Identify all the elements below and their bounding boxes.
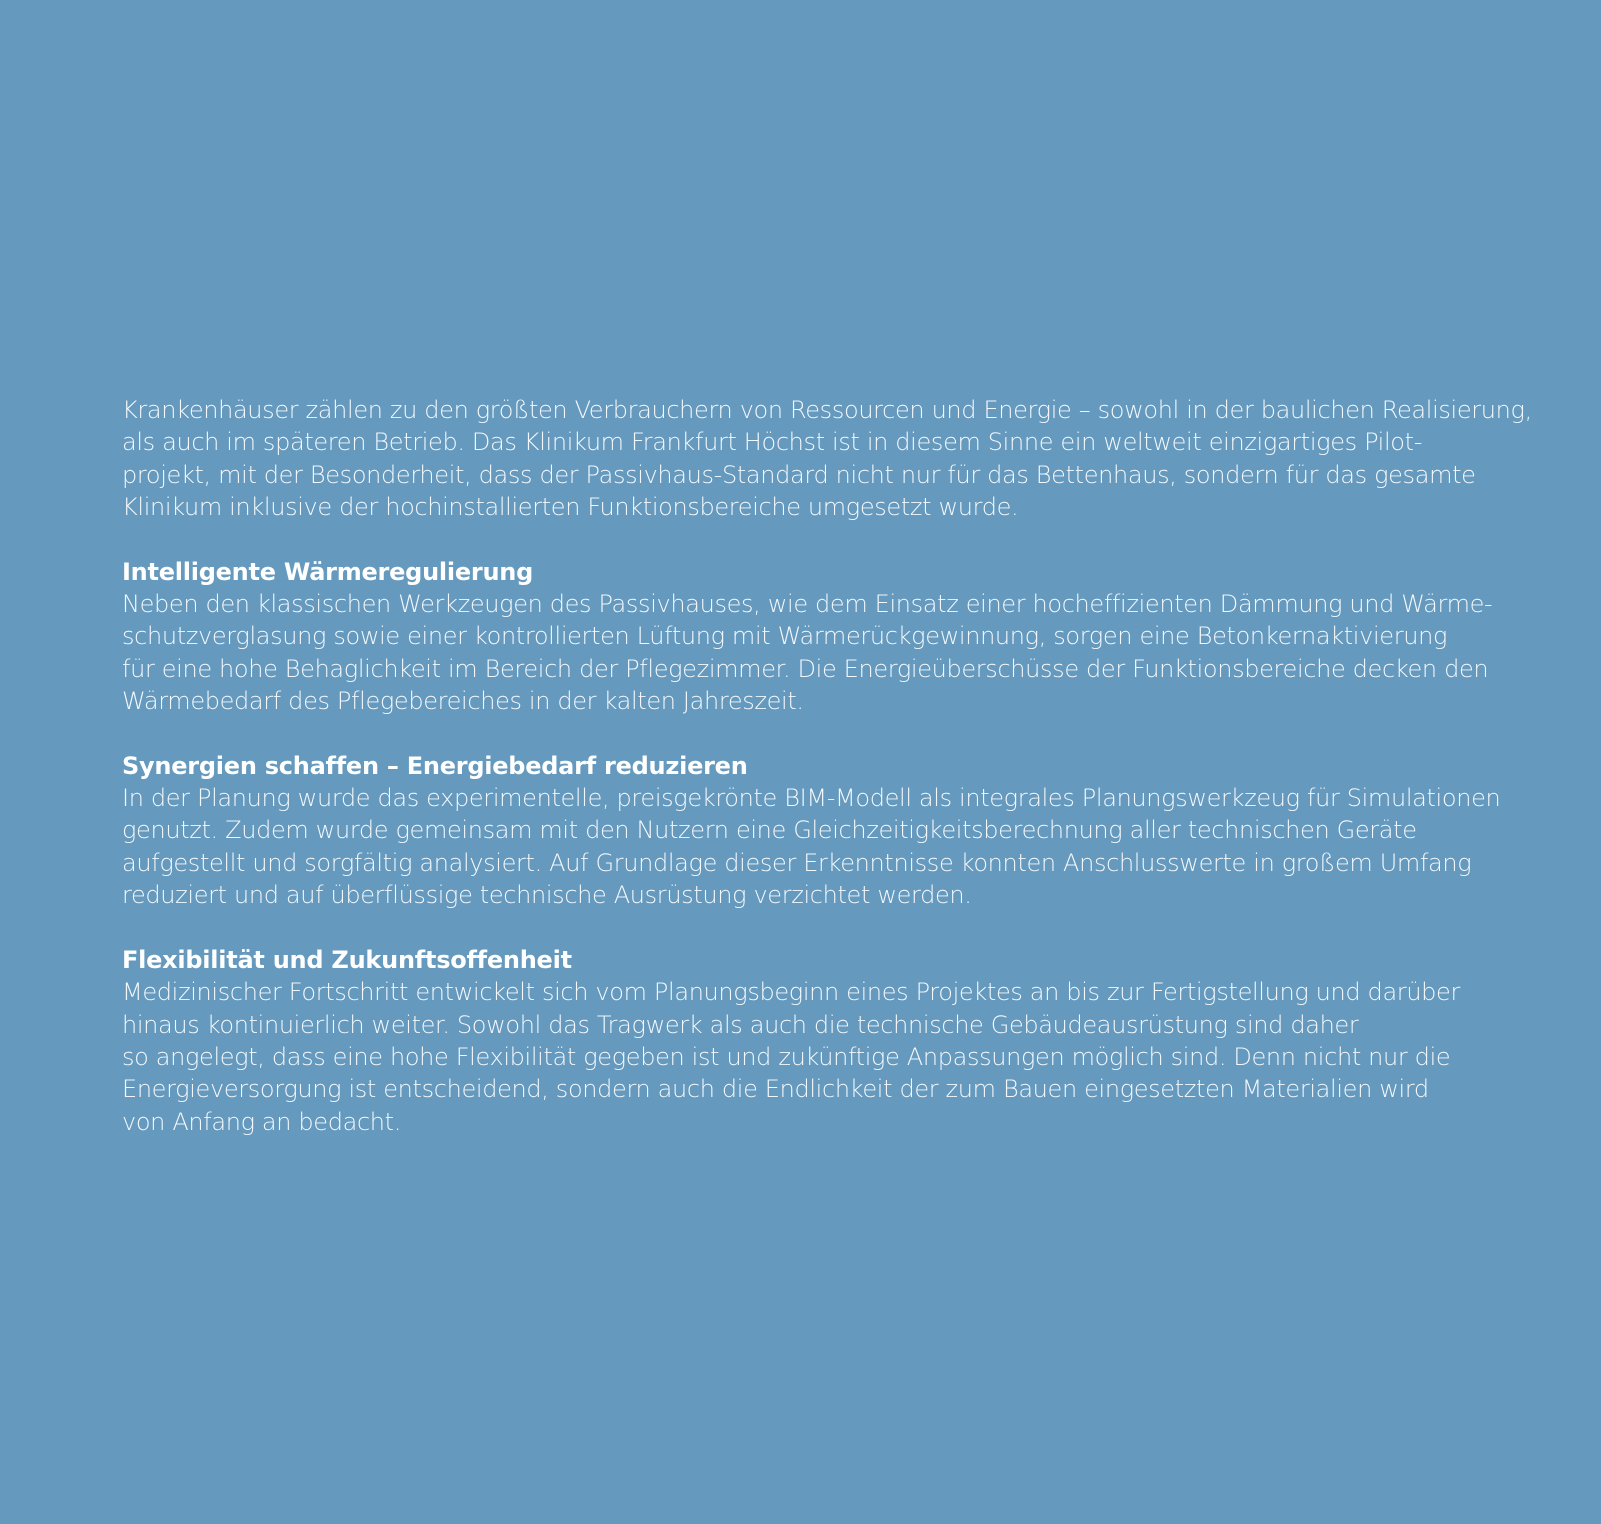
section-synergies bbox=[122, 750, 1522, 912]
intro-paragraph bbox=[122, 394, 1532, 524]
section-heading: Flexibilität und Zukunftsoffenheit bbox=[122, 945, 572, 974]
paragraph-line: Medizinischer Fortschritt entwickelt sich vom Planungsbeginn eines Projektes an bis zur Fertigstellung und darüber bbox=[122, 978, 1460, 1007]
section-heat-regulation bbox=[122, 556, 1522, 718]
intro-line: Krankenhäuser zählen zu den größten Verbrauchern von Ressourcen und Energie – sowohl in der baulichen Realisierung, bbox=[122, 396, 1532, 424]
paragraph-line: Neben den klassischen Werkzeugen des Passivhauses, wie dem Einsatz einer hocheffizienten Dämmung und Wärme- bbox=[122, 590, 1493, 619]
section-paragraph bbox=[122, 782, 1522, 912]
section-heading: Synergien schaffen – Energiebedarf reduzieren bbox=[122, 751, 748, 780]
paragraph-line: aufgestellt und sorgfältig analysiert. Auf Grundlage dieser Erkenntnisse konnten Anschlusswerte in großem Umfang bbox=[122, 848, 1472, 877]
paragraph-line: für eine hohe Behaglichkeit im Bereich der Pflegezimmer. Die Energieüberschüsse der Funktionsbereiche decken den bbox=[122, 654, 1489, 683]
paragraph-line: genutzt. Zudem wurde gemeinsam mit den Nutzern eine Gleichzeitigkeitsberechnung aller technischen Geräte bbox=[122, 816, 1417, 845]
paragraph-line: von Anfang an bedacht. bbox=[122, 1107, 401, 1136]
section-paragraph bbox=[122, 976, 1522, 1138]
section-heading: Intelligente Wärmeregulierung bbox=[122, 557, 534, 586]
section-paragraph bbox=[122, 588, 1522, 718]
paragraph-line: reduziert und auf überflüssige technische Ausrüstung verzichtet werden. bbox=[122, 881, 972, 910]
intro-line: projekt, mit der Besonderheit, dass der Passivhaus-Standard nicht nur für das Bettenhaus, sondern für das gesamte bbox=[122, 460, 1476, 489]
paragraph-line: Wärmebedarf des Pflegebereiches in der kalten Jahreszeit. bbox=[122, 687, 804, 716]
intro-line: Klinikum inklusive der hochinstallierten Funktionsbereiche umgesetzt wurde. bbox=[122, 493, 1019, 522]
paragraph-line: hinaus kontinuierlich weiter. Sowohl das Tragwerk als auch die technische Gebäudeausrüstung sind daher bbox=[122, 1010, 1359, 1039]
paragraph-line: so angelegt, dass eine hohe Flexibilität gegeben ist und zukünftige Anpassungen möglich sind. Denn nicht nur die bbox=[122, 1042, 1451, 1071]
paragraph-line: In der Planung wurde das experimentelle, preisgekrönte BIM-Modell als integrales Planungswerkzeug für Simulationen bbox=[122, 784, 1501, 813]
paragraph-line: schutzverglasung sowie einer kontrollierten Lüftung mit Wärmerückgewinnung, sorgen eine Betonkernaktivierung bbox=[122, 622, 1447, 651]
section-flexibility bbox=[122, 944, 1522, 1138]
intro-line: als auch im späteren Betrieb. Das Klinikum Frankfurt Höchst ist in diesem Sinne ein weltweit einzigartiges Pilot- bbox=[122, 428, 1423, 457]
article-body bbox=[122, 394, 1532, 1138]
paragraph-line: Energieversorgung ist entscheidend, sondern auch die Endlichkeit der zum Bauen eingesetzten Materialien wird bbox=[122, 1075, 1429, 1104]
